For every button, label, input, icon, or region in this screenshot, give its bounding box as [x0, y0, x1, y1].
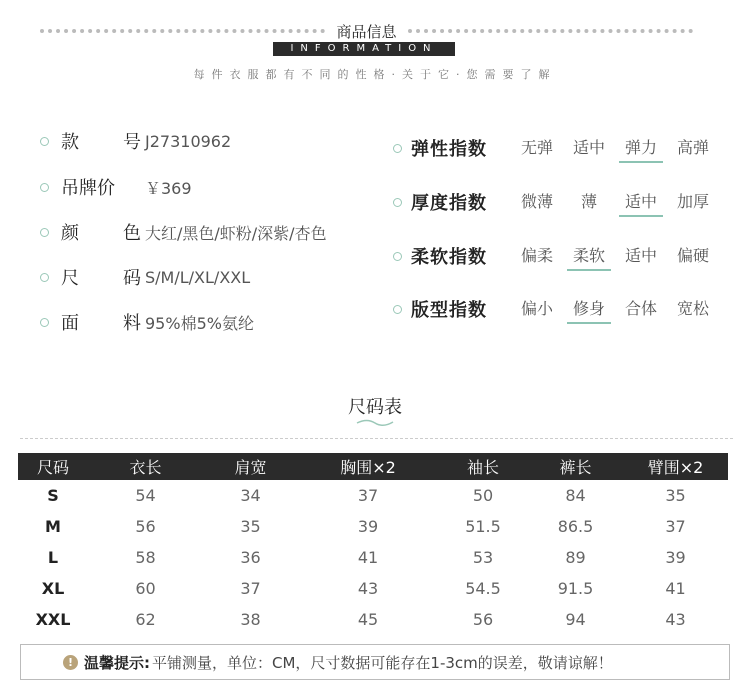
- index-label: 厚度指数: [411, 193, 487, 214]
- table-cell: 37: [240, 579, 261, 598]
- section-subtitle: 每件衣服都有不同的性格·关于它·您需要了解: [193, 68, 557, 81]
- index-option: 偏小: [520, 299, 553, 318]
- spec-label: 吊牌价: [61, 178, 115, 199]
- table-cell: 43: [665, 610, 686, 629]
- index-option: 偏柔: [520, 246, 553, 265]
- spec-row-fabric: [40, 310, 254, 334]
- tip-label: 温馨提示:: [84, 653, 150, 672]
- index-option: 宽松: [676, 299, 709, 318]
- bullet-icon: [40, 273, 49, 282]
- spec-label: 尺 码: [61, 268, 141, 289]
- size-table-title: 尺码表: [348, 397, 402, 418]
- index-row-fit: [393, 296, 719, 322]
- table-cell: 37: [357, 486, 379, 505]
- bullet-icon: [40, 183, 49, 192]
- table-cell: 86.5: [557, 517, 594, 536]
- column-header: 衣长: [129, 458, 162, 477]
- spec-row-color: [40, 220, 327, 244]
- section-english-banner: INFORMATION: [273, 42, 455, 56]
- index-option-selected: 柔软: [563, 244, 615, 268]
- bullet-icon: [393, 144, 402, 153]
- column-header: 臂围×2: [647, 458, 704, 477]
- index-option-selected: 弹力: [615, 136, 667, 160]
- bullet-icon: [393, 252, 402, 261]
- index-row-thickness: [393, 189, 719, 215]
- table-cell: 41: [665, 579, 686, 598]
- index-option: 无弹: [520, 138, 553, 157]
- table-cell: 34: [240, 486, 261, 505]
- spec-label: 颜 色: [61, 223, 141, 244]
- table-cell: 94: [565, 610, 586, 629]
- table-cell: 45: [357, 610, 379, 629]
- bullet-icon: [393, 198, 402, 207]
- column-header: 袖长: [466, 458, 499, 477]
- size-table: [18, 453, 728, 635]
- table-row: [18, 573, 728, 604]
- bullet-icon: [40, 137, 49, 146]
- size-cell: L: [47, 548, 59, 567]
- index-option: 加厚: [676, 192, 709, 211]
- column-header: 肩宽: [234, 458, 267, 477]
- spec-value: 95%棉5%氨纶: [145, 313, 254, 333]
- table-cell: 39: [357, 517, 379, 536]
- index-row-softness: [393, 243, 719, 269]
- divider: [20, 438, 733, 439]
- table-cell: 43: [357, 579, 379, 598]
- table-cell: 41: [357, 548, 379, 567]
- spec-label: 面 料: [61, 313, 141, 334]
- table-cell: 50: [472, 486, 494, 505]
- table-cell: 54.5: [465, 579, 501, 598]
- table-cell: 38: [240, 610, 261, 629]
- index-option: 微薄: [520, 192, 553, 211]
- size-cell: XXL: [35, 610, 71, 629]
- table-cell: 51.5: [465, 517, 501, 536]
- wave-ornament-icon: [355, 417, 395, 427]
- table-cell: 54: [135, 486, 156, 505]
- index-row-elasticity: [393, 135, 719, 161]
- table-cell: 91.5: [557, 579, 594, 598]
- index-option: 偏硬: [676, 246, 709, 265]
- index-option: 薄: [580, 192, 597, 211]
- exclamation-icon: !: [63, 655, 78, 670]
- spec-row-style-number: [40, 129, 231, 153]
- index-option-selected: 适中: [615, 190, 667, 214]
- index-option: 合体: [624, 299, 657, 318]
- spec-value: J27310962: [145, 131, 232, 151]
- index-label: 弹性指数: [411, 139, 487, 160]
- size-table-body: [18, 480, 728, 635]
- bullet-icon: [40, 228, 49, 237]
- bullet-icon: [40, 318, 49, 327]
- index-label: 柔软指数: [411, 247, 487, 268]
- table-row: [18, 542, 728, 573]
- column-header: 胸围×2: [340, 458, 396, 477]
- spec-row-price: [40, 175, 192, 199]
- size-cell: XL: [41, 579, 65, 598]
- spec-value: 大红/黑色/虾粉/深紫/杏色: [145, 223, 327, 243]
- table-cell: 62: [135, 610, 156, 629]
- table-cell: 35: [240, 517, 261, 536]
- index-label: 版型指数: [411, 300, 487, 321]
- column-header: 裤长: [559, 458, 592, 477]
- table-cell: 53: [472, 548, 494, 567]
- table-cell: 56: [472, 610, 494, 629]
- table-cell: 89: [565, 548, 586, 567]
- tip-box: [20, 644, 730, 680]
- table-row: [18, 604, 728, 635]
- index-option: 适中: [572, 138, 605, 157]
- table-cell: 58: [135, 548, 156, 567]
- spec-label: 款 号: [61, 132, 141, 153]
- header-dots-left: [40, 29, 325, 33]
- section-title: 商品信息: [336, 23, 397, 41]
- size-cell: S: [47, 486, 59, 505]
- index-option: 适中: [624, 246, 657, 265]
- size-cell: M: [45, 517, 61, 536]
- table-cell: 35: [665, 486, 686, 505]
- table-cell: 39: [665, 548, 686, 567]
- table-cell: 56: [135, 517, 156, 536]
- table-cell: 37: [665, 517, 686, 536]
- header-dots-right: [408, 29, 693, 33]
- spec-value: ￥369: [145, 178, 192, 198]
- spec-row-size: [40, 265, 250, 289]
- table-cell: 36: [240, 548, 261, 567]
- index-option: 高弹: [676, 138, 709, 157]
- table-cell: 60: [135, 579, 156, 598]
- table-row: [18, 511, 728, 542]
- table-cell: 84: [565, 486, 586, 505]
- column-header: 尺码: [36, 458, 69, 477]
- bullet-icon: [393, 305, 402, 314]
- tip-text: 平铺测量，单位：CM，尺寸数据可能存在1-3cm的误差，敬请谅解！: [152, 653, 613, 672]
- size-table-header: [18, 453, 728, 480]
- table-row: [18, 480, 728, 511]
- spec-value: S/M/L/XL/XXL: [145, 267, 251, 287]
- index-option-selected: 修身: [563, 297, 615, 321]
